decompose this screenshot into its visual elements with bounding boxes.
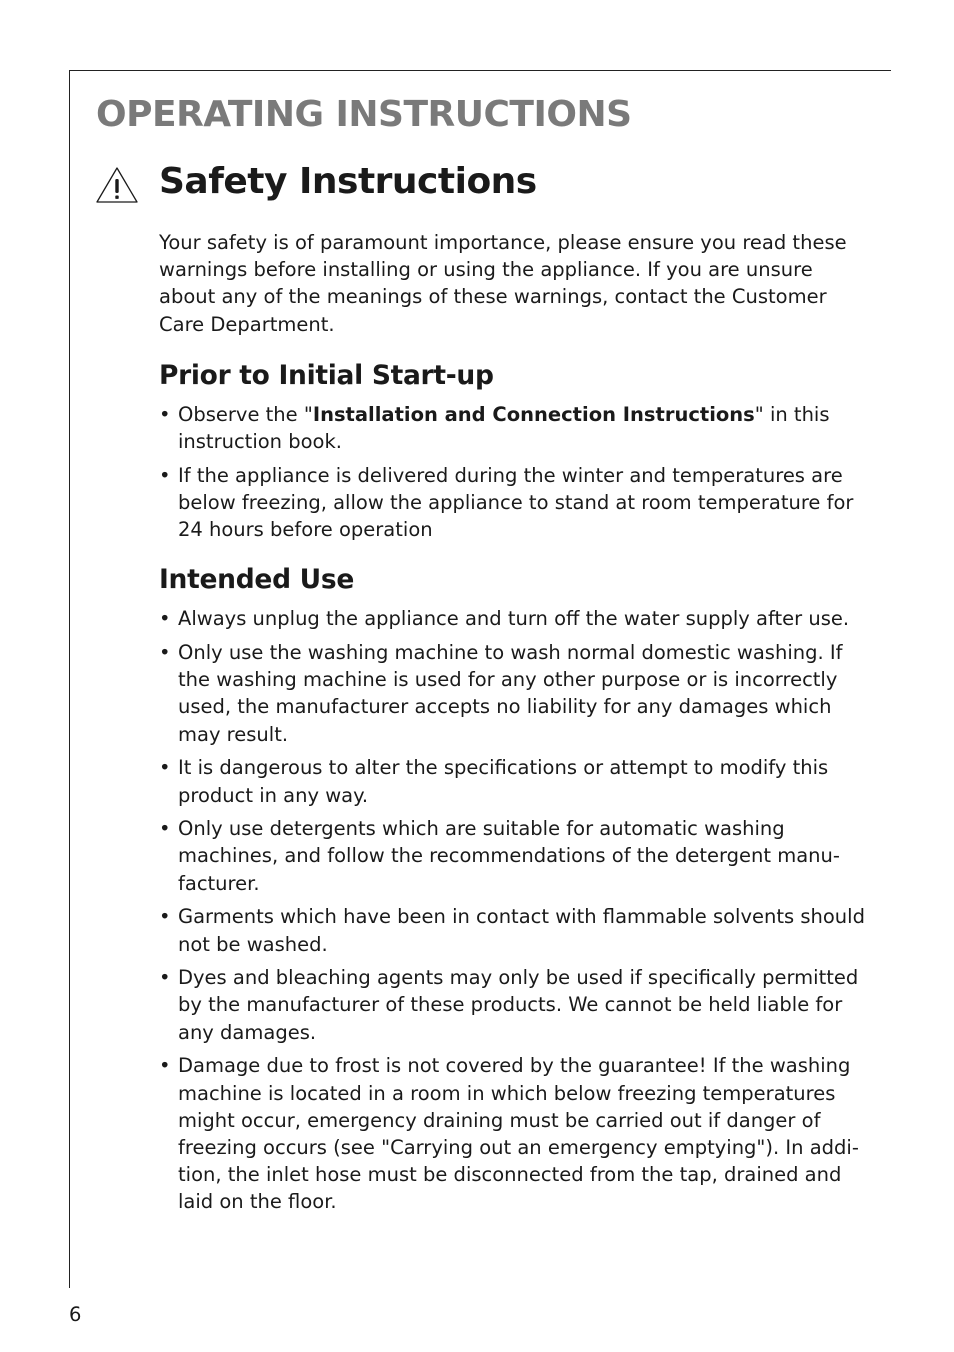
bullet-icon: • [159,756,171,780]
bullet-icon: • [159,905,171,929]
list-item: • Always unplug the appliance and turn off the water supply after use. [159,605,874,632]
list-item: • Only use the washing machine to wash normal domestic washing. If the washing machine is used for any other purpose or is incorrectly used, the manufacturer accepts no liability for any damages which may result. [159,641,843,746]
intended-list [159,605,874,1215]
list-item: • Dyes and bleaching agents may only be used if specifically permitted by the manufacturer of these products. We cannot be held liable for any damages. [159,966,859,1044]
bold-reference: Installation and Connection Instructions [312,402,755,426]
heading-intended-use: Intended Use [159,564,355,596]
list-item: • Only use detergents which are suitable for automatic washing machines, and follow the recommendations of the detergent manu-facturer. [159,817,840,895]
list-item: • Damage due to frost is not covered by the guarantee! If the washing machine is located in a room in which below freezing temperatures might occur, emergency draining must be carried out if danger of freezing occurs (see "Carrying out an emergency emptying"). In addi-tion, the inlet hose must be disconnected from the tap, drained and laid on the floor. [159,1054,859,1214]
page-number: 6 [69,1303,82,1326]
top-rule [69,70,891,71]
page-title: Safety Instructions [159,161,537,202]
bullet-icon: • [159,641,171,665]
list-item: • Observe the "Installation and Connection Instructions" in this instruction book. [159,402,830,454]
heading-prior-to-start-up: Prior to Initial Start-up [159,359,494,391]
warning-triangle-icon [95,166,139,204]
list-item: • Garments which have been in contact with flammable solvents should not be washed. [159,905,865,956]
list-item: • It is dangerous to alter the specifications or attempt to modify this product in any way. [159,756,829,807]
list-item: • If the appliance is delivered during the winter and temperatures are below freezing, allow the appliance to stand at room temperature for 24 hours before operation [159,463,854,542]
bullet-icon: • [159,607,171,631]
bullet-icon: • [159,1054,171,1078]
section-title: OPERATING INSTRUCTIONS [96,94,632,135]
bullet-icon: • [159,966,171,990]
bullet-icon: • [159,402,171,426]
left-rule [69,70,70,1288]
content-body [159,229,874,1222]
bullet-icon: • [159,463,171,487]
bullet-icon: • [159,817,171,841]
prior-list [159,401,874,544]
intro-paragraph: Your safety is of paramount importance, please ensure you read these warnings before installing or using the appliance. If you are unsure about any of the meanings of these warnings, contact the Customer Care Department. [159,231,847,336]
